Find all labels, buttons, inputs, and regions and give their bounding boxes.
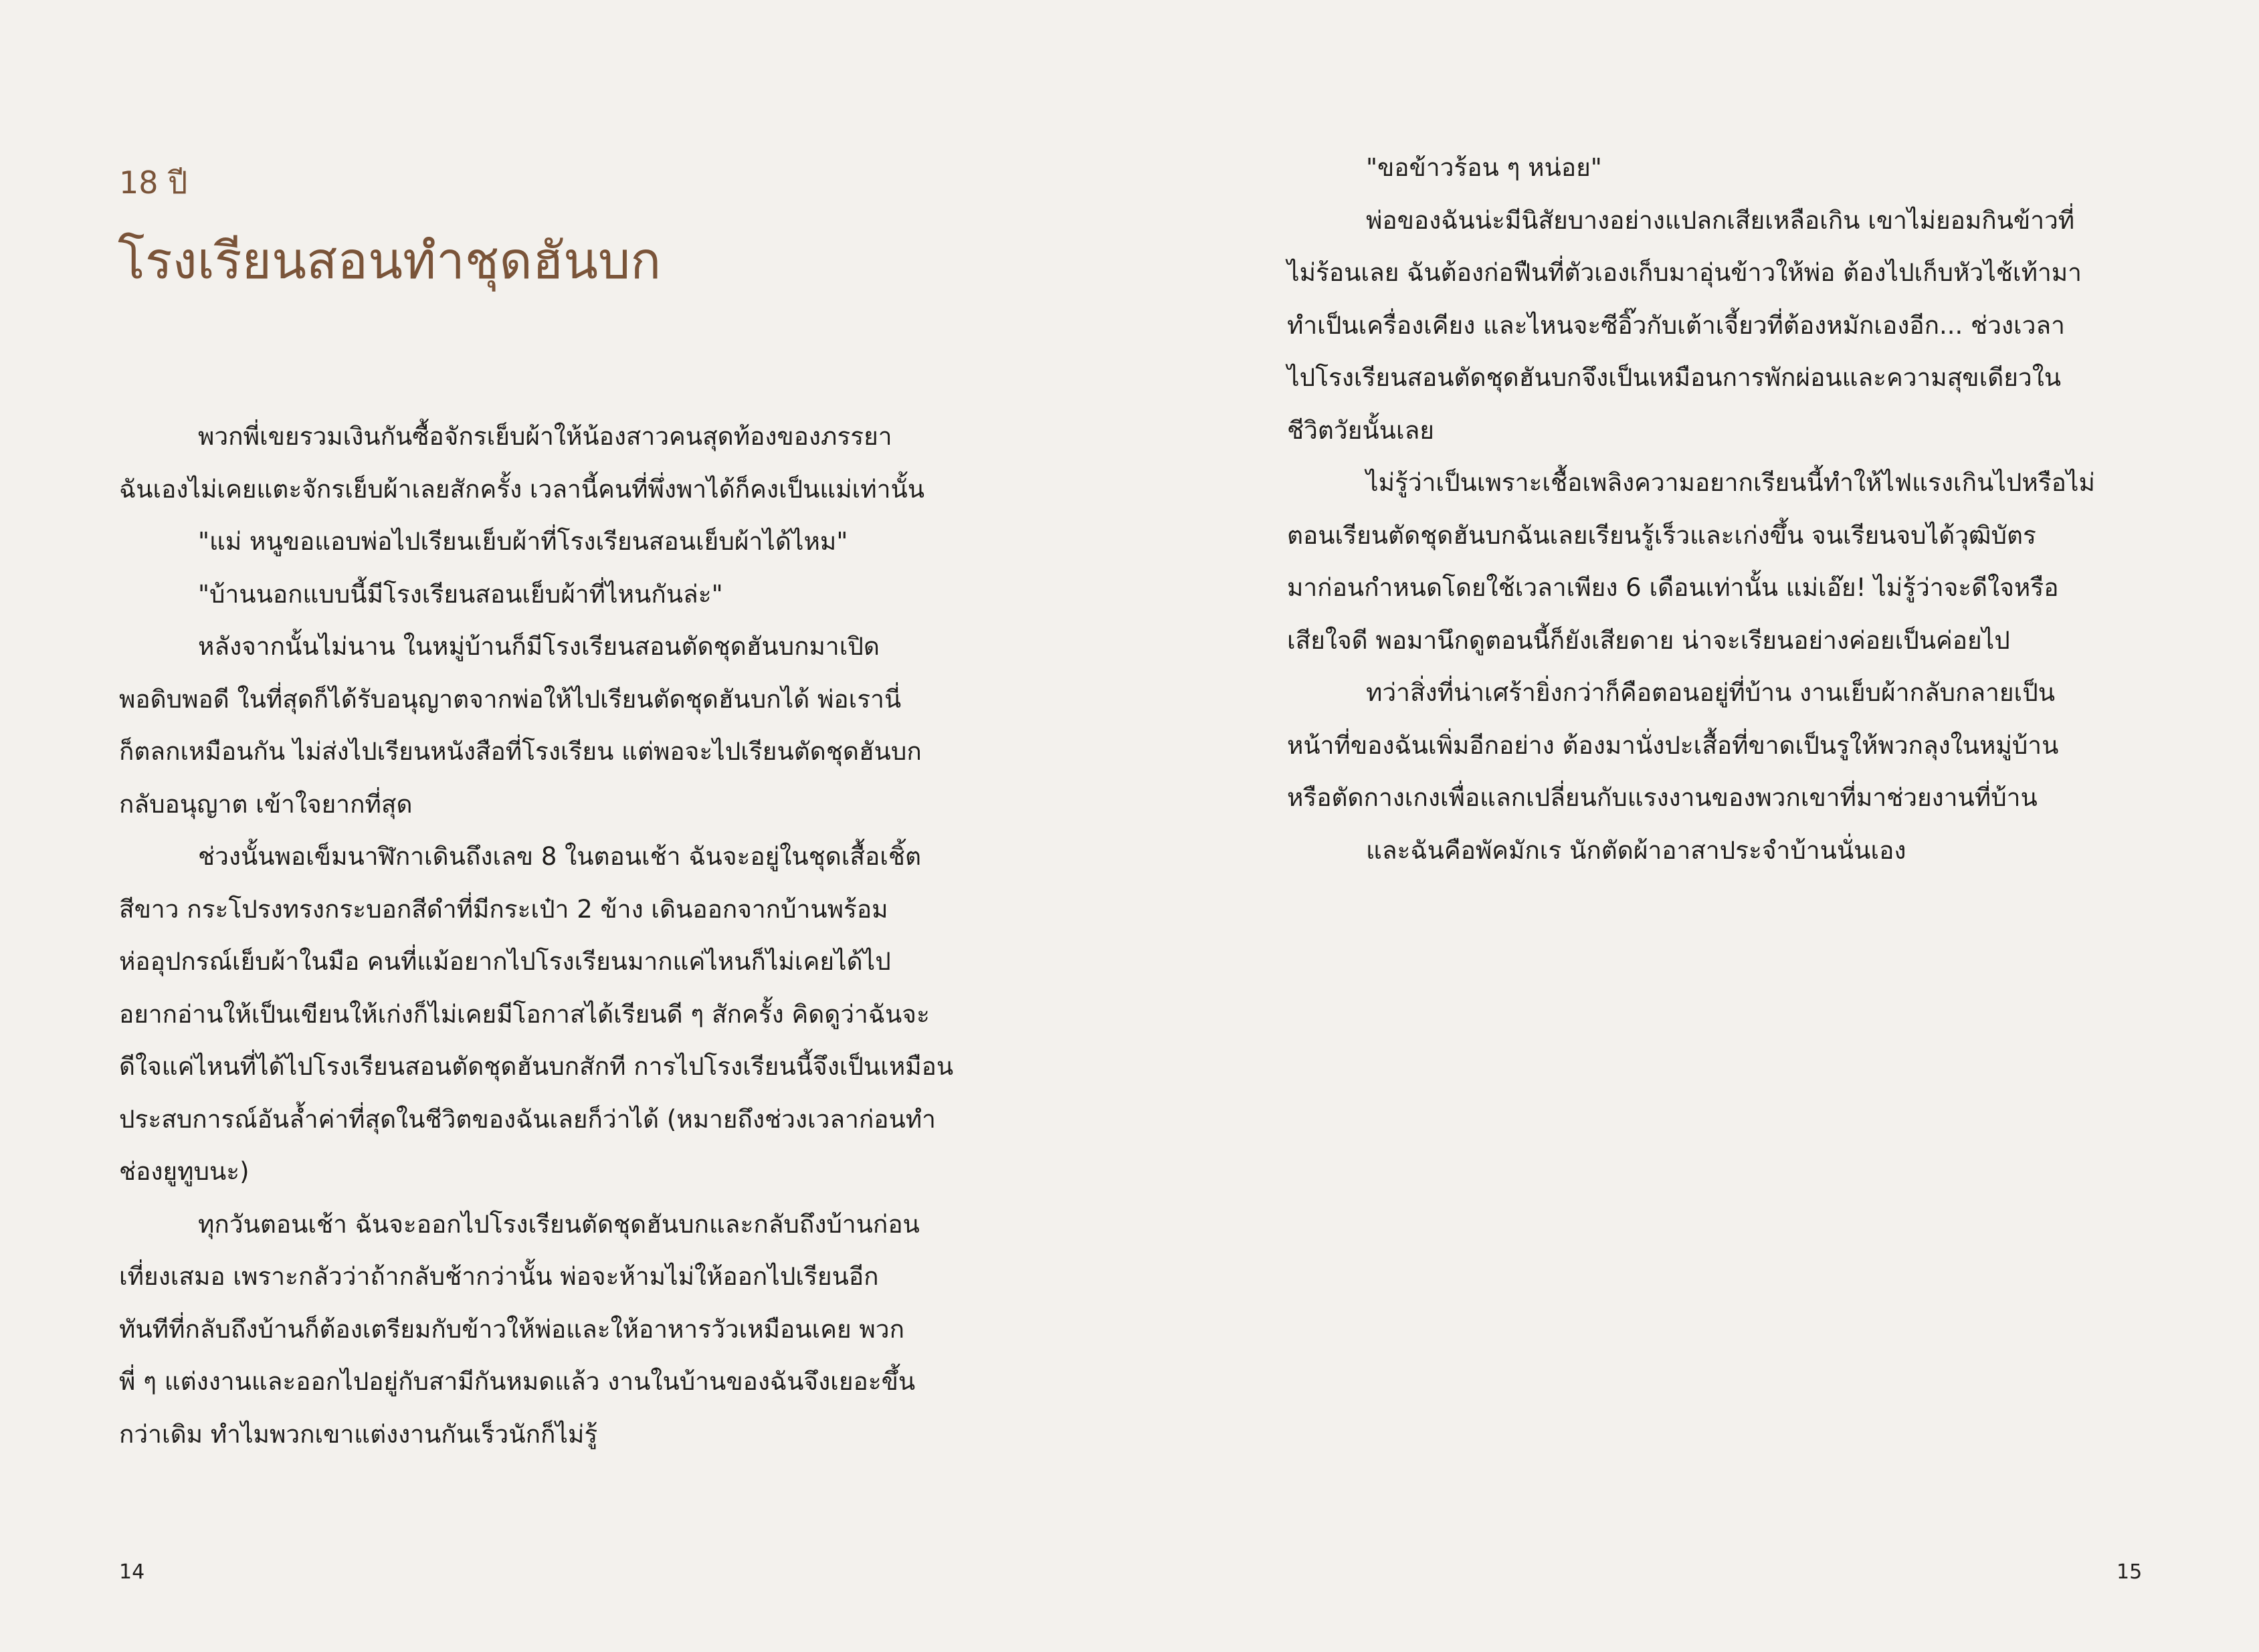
text-line: และฉันคือพัคมักเร นักตัดผ้าอาสาประจำบ้านนั่นเอง	[1366, 835, 1906, 865]
text-line: หรือตัดกางเกงเพื่อแลกเปลี่ยนกับแรงงานของพวกเขาที่มาช่วยงานที่บ้าน	[1287, 783, 2038, 812]
left-page	[0, 0, 1129, 1652]
text-line: ตอนเรียนตัดชุดฮันบกฉันเลยเรียนรู้เร็วและเก่งขึ้น จนเรียนจบได้วุฒิบัตร	[1287, 520, 2036, 550]
right-page	[1129, 0, 2259, 1652]
text-line: พอดิบพอดี ในที่สุดก็ได้รับอนุญาตจากพ่อให้ไปเรียนตัดชุดฮันบกได้ พ่อเรานี่	[119, 684, 902, 714]
left-body-text	[119, 411, 970, 1461]
text-line: ประสบการณ์อันล้ำค่าที่สุดในชีวิตของฉันเลยก็ว่าได้ (หมายถึงช่วงเวลาก่อนทำ	[119, 1104, 936, 1134]
text-line: กลับอนุญาต เข้าใจยากที่สุด	[119, 789, 413, 819]
text-line: ทุกวันตอนเช้า ฉันจะออกไปโรงเรียนตัดชุดฮันบกและกลับถึงบ้านก่อน	[198, 1209, 920, 1239]
text-line: อยากอ่านให้เป็นเขียนให้เก่งก็ไม่เคยมีโอกาสได้เรียนดี ๆ สักครั้ง คิดดูว่าฉันจะ	[119, 999, 930, 1029]
text-line: ไปโรงเรียนสอนตัดชุดฮันบกจึงเป็นเหมือนการพักผ่อนและความสุขเดียวใน	[1287, 363, 2062, 392]
text-line: พวกพี่เขยรวมเงินกันซื้อจักรเย็บผ้าให้น้องสาวคนสุดท้องของภรรยา	[198, 422, 892, 451]
text-line: ช่วงนั้นพอเข็มนาฬิกาเดินถึงเลข 8 ในตอนเช้า ฉันจะอยู่ในชุดเสื้อเชิ้ต	[198, 842, 922, 871]
text-line: ก็ตลกเหมือนกัน ไม่ส่งไปเรียนหนังสือที่โรงเรียน แต่พอจะไปเรียนตัดชุดฮันบก	[119, 737, 922, 766]
text-line: เสียใจดี พอมานึกดูตอนนี้ก็ยังเสียดาย น่าจะเรียนอย่างค่อยเป็นค่อยไป	[1287, 625, 2010, 655]
text-line: ไม่รู้ว่าเป็นเพราะเชื้อเพลิงความอยากเรียนนี้ทำให้ไฟแรงเกินไปหรือไม่	[1366, 468, 2095, 497]
text-line: มาก่อนกำหนดโดยใช้เวลาเพียง 6 เดือนเท่านั้น แม่เอ๊ย! ไม่รู้ว่าจะดีใจหรือ	[1287, 573, 2059, 602]
text-line: ห่ออุปกรณ์เย็บผ้าในมือ คนที่แม้อยากไปโรงเรียนมากแค่ไหนก็ไม่เคยได้ไป	[119, 947, 891, 976]
right-body-text	[1287, 142, 2140, 877]
chapter-title: โรงเรียนสอนทำชุดฮันบก	[118, 231, 662, 290]
text-line: พ่อของฉันน่ะมีนิสัยบางอย่างแปลกเสียเหลือเกิน เขาไม่ยอมกินข้าวที่	[1366, 205, 2075, 235]
chapter-number: 18 ปี	[119, 165, 188, 201]
text-line: ทำเป็นเครื่องเคียง และไหนจะซีอิ๊วกับเต้าเจี้ยวที่ต้องหมักเองอีก... ช่วงเวลา	[1287, 310, 2065, 340]
text-line: ดีใจแค่ไหนที่ได้ไปโรงเรียนสอนตัดชุดฮันบกสักที การไปโรงเรียนนี้จึงเป็นเหมือน	[119, 1052, 954, 1081]
text-line: พี่ ๆ แต่งงานและออกไปอยู่กับสามีกันหมดแล้ว งานในบ้านของฉันจึงเยอะขึ้น	[119, 1367, 916, 1396]
text-line: "บ้านนอกแบบนี้มีโรงเรียนสอนเย็บผ้าที่ไหนกันล่ะ"	[198, 579, 723, 609]
text-line: "แม่ หนูขอแอบพ่อไปเรียนเย็บผ้าที่โรงเรียนสอนเย็บผ้าได้ไหม"	[198, 527, 848, 556]
text-line: ทว่าสิ่งที่น่าเศร้ายิ่งกว่าก็คือตอนอยู่ที่บ้าน งานเย็บผ้ากลับกลายเป็น	[1366, 678, 2055, 707]
page-number-right: 15	[2117, 1560, 2143, 1584]
text-line: กว่าเดิม ทำไมพวกเขาแต่งงานกันเร็วนักก็ไม่รู้	[119, 1419, 598, 1449]
text-line: ไม่ร้อนเลย ฉันต้องก่อฟืนที่ตัวเองเก็บมาอุ่นข้าวให้พ่อ ต้องไปเก็บหัวไช้เท้ามา	[1287, 258, 2082, 287]
text-line: เที่ยงเสมอ เพราะกลัวว่าถ้ากลับช้ากว่านั้น พ่อจะห้ามไม่ให้ออกไปเรียนอีก	[119, 1262, 879, 1291]
text-line: หลังจากนั้นไม่นาน ในหมู่บ้านก็มีโรงเรียนสอนตัดชุดฮันบกมาเปิด	[198, 632, 880, 661]
text-line: ทันทีที่กลับถึงบ้านก็ต้องเตรียมกับข้าวให้พ่อและให้อาหารวัวเหมือนเคย พวก	[119, 1314, 904, 1344]
text-line: ช่องยูทูบนะ)	[119, 1157, 250, 1186]
text-line: ชีวิตวัยนั้นเลย	[1287, 415, 1434, 445]
page-number-left: 14	[119, 1560, 145, 1584]
text-line: ฉันเองไม่เคยแตะจักรเย็บผ้าเลยสักครั้ง เวลานี้คนที่พึ่งพาได้ก็คงเป็นแม่เท่านั้น	[119, 474, 925, 504]
text-line: สีขาว กระโปรงทรงกระบอกสีดำที่มีกระเป๋า 2 ข้าง เดินออกจากบ้านพร้อม	[119, 894, 888, 924]
text-line: หน้าที่ของฉันเพิ่มอีกอย่าง ต้องมานั่งปะเสื้อที่ขาดเป็นรูให้พวกลุงในหมู่บ้าน	[1287, 730, 2059, 760]
text-line: "ขอข้าวร้อน ๆ หน่อย"	[1366, 153, 1602, 182]
